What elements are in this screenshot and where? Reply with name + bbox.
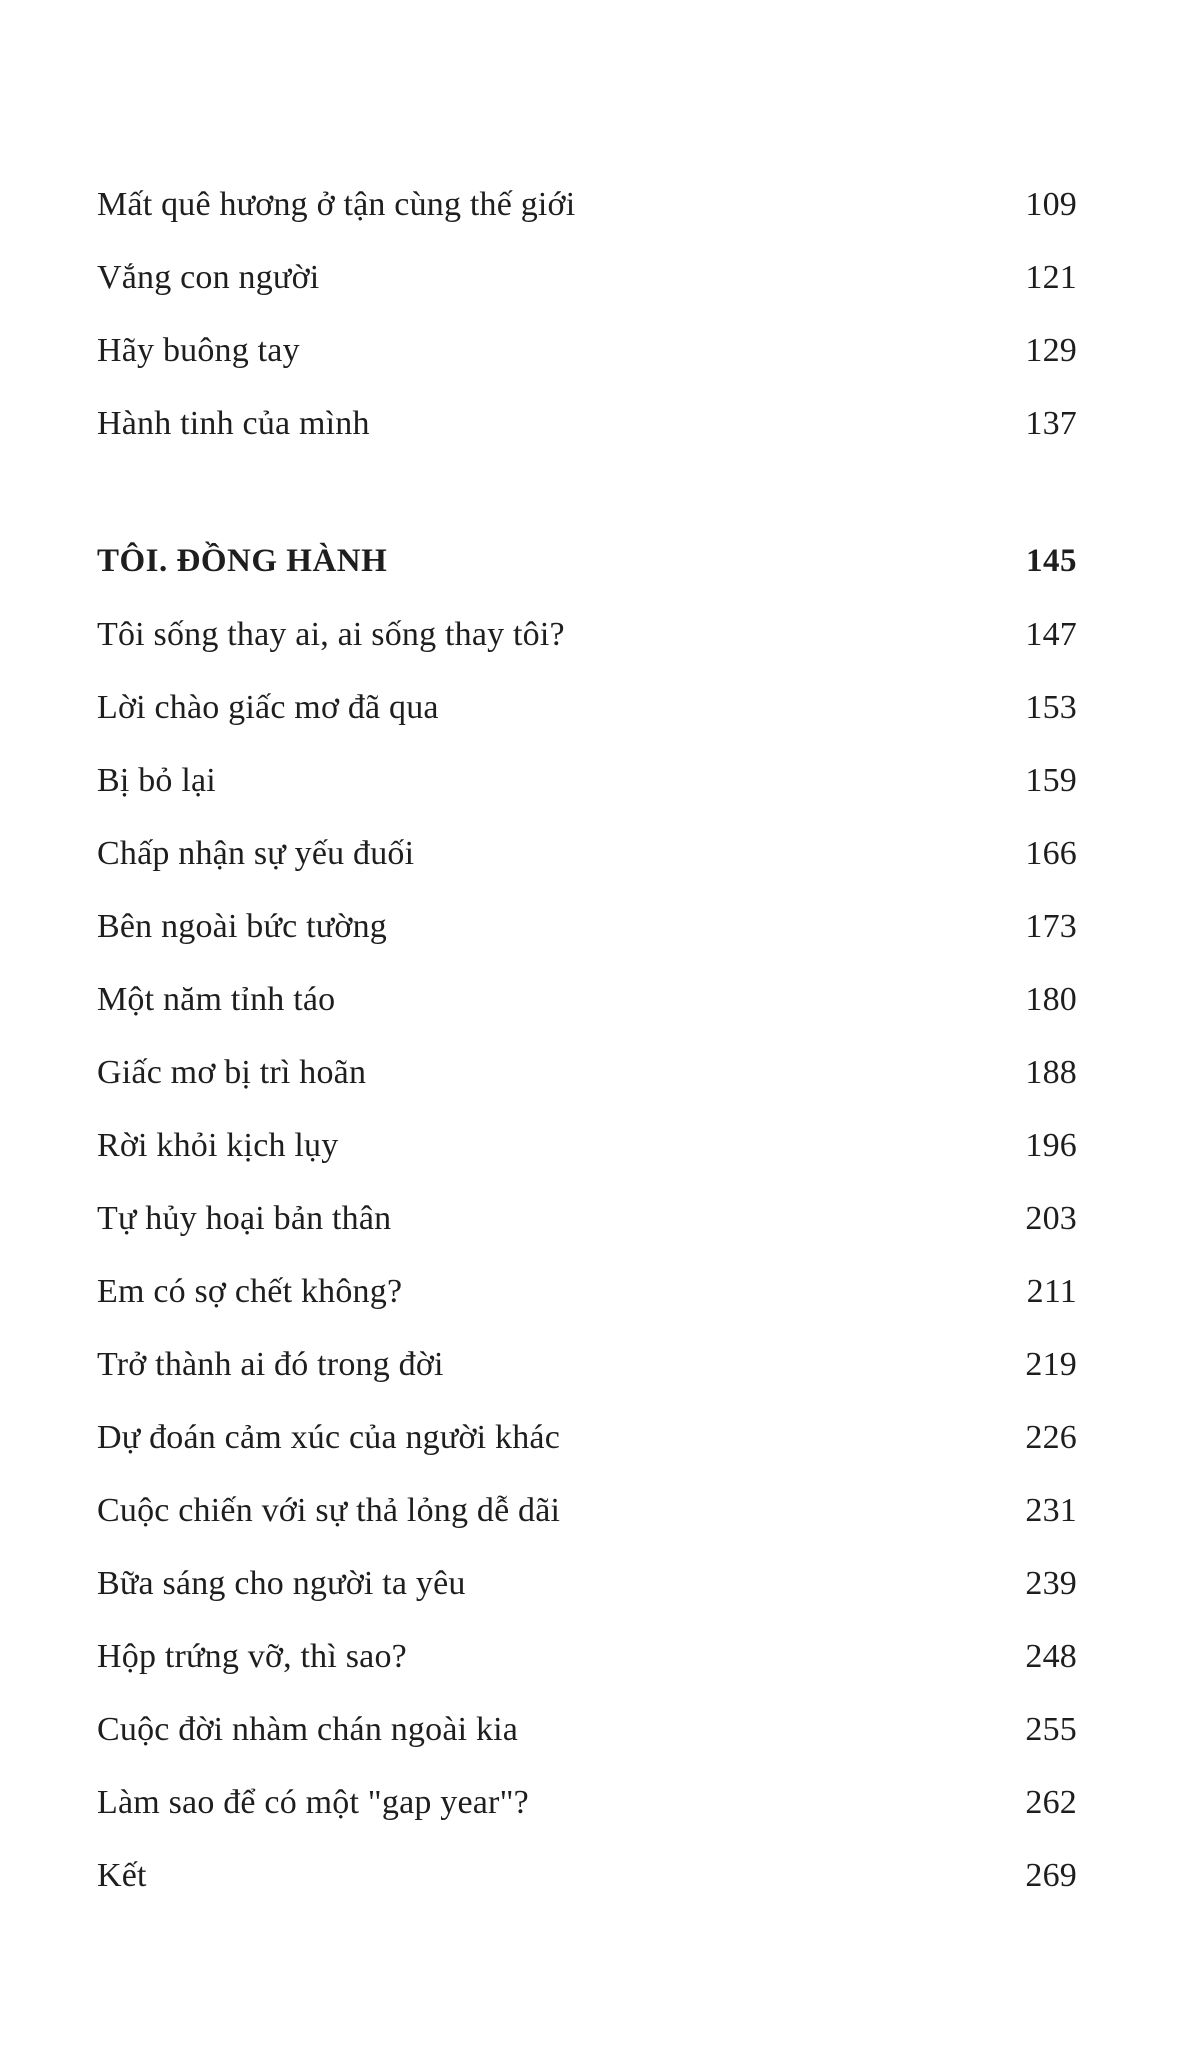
toc-entry: [97, 1109, 1077, 1182]
entry-title: Tôi sống thay ai, ai sống thay tôi?: [97, 616, 565, 653]
toc-entry: [97, 314, 1077, 387]
toc-entry: [97, 1328, 1077, 1401]
entry-title: Giấc mơ bị trì hoãn: [97, 1054, 367, 1091]
entry-title: Kết: [97, 1857, 147, 1894]
entry-title: Cuộc chiến với sự thả lỏng dễ dãi: [97, 1492, 561, 1529]
entry-page-number: 211: [1026, 1273, 1077, 1310]
entry-title: Bữa sáng cho người ta yêu: [97, 1565, 466, 1602]
toc-entry: [97, 963, 1077, 1036]
entry-page-number: 109: [1025, 186, 1077, 223]
toc-entry: [97, 1766, 1077, 1839]
entry-title: Bên ngoài bức tường: [97, 908, 387, 945]
entry-title: Hãy buông tay: [97, 332, 300, 369]
entry-title: Một năm tỉnh táo: [97, 981, 336, 1018]
entry-title: Vắng con người: [97, 259, 320, 296]
toc-entry: [97, 1620, 1077, 1693]
toc-entry: [97, 1255, 1077, 1328]
entry-page-number: 137: [1025, 405, 1077, 442]
toc-entry: [97, 1693, 1077, 1766]
toc-entry: [97, 168, 1077, 241]
toc-entry: [97, 890, 1077, 963]
entry-page-number: 255: [1025, 1711, 1077, 1748]
entry-page-number: 159: [1025, 762, 1077, 799]
toc-entry: [97, 1474, 1077, 1547]
entry-title: Mất quê hương ở tận cùng thế giới: [97, 186, 576, 223]
toc-entry: [97, 1182, 1077, 1255]
entry-page-number: 188: [1025, 1054, 1077, 1091]
entry-page-number: 248: [1025, 1638, 1077, 1675]
entry-title: Chấp nhận sự yếu đuối: [97, 835, 415, 872]
toc-entry: [97, 1401, 1077, 1474]
entry-page-number: 180: [1025, 981, 1077, 1018]
entry-title: Cuộc đời nhàm chán ngoài kia: [97, 1711, 519, 1748]
entry-title: Trở thành ai đó trong đời: [97, 1346, 444, 1383]
entry-page-number: 147: [1025, 616, 1077, 653]
entry-title: Tự hủy hoại bản thân: [97, 1200, 392, 1237]
entry-page-number: 226: [1025, 1419, 1077, 1456]
toc-entry: [97, 671, 1077, 744]
entry-title: Bị bỏ lại: [97, 762, 216, 799]
section-page-number: 145: [1026, 543, 1077, 579]
entry-page-number: 129: [1025, 332, 1077, 369]
entry-page-number: 203: [1025, 1200, 1077, 1237]
toc-entry: [97, 387, 1077, 460]
entry-title: Hộp trứng vỡ, thì sao?: [97, 1638, 407, 1675]
entry-title: Rời khỏi kịch lụy: [97, 1127, 339, 1164]
entry-page-number: 219: [1025, 1346, 1077, 1383]
entry-page-number: 196: [1025, 1127, 1077, 1164]
section-heading: [97, 525, 1077, 598]
toc-entry: [97, 1036, 1077, 1109]
entry-page-number: 121: [1025, 259, 1077, 296]
entry-page-number: 262: [1025, 1784, 1077, 1821]
toc-entry: [97, 1547, 1077, 1620]
section-spacer: [97, 460, 1077, 525]
entry-title: Hành tinh của mình: [97, 405, 370, 442]
toc-entry: [97, 744, 1077, 817]
entry-page-number: 269: [1025, 1857, 1077, 1894]
entry-page-number: 239: [1025, 1565, 1077, 1602]
toc-entry: [97, 598, 1077, 671]
entry-page-number: 173: [1025, 908, 1077, 945]
toc-entry: [97, 241, 1077, 314]
entry-title: Em có sợ chết không?: [97, 1273, 403, 1310]
entry-page-number: 231: [1025, 1492, 1077, 1529]
toc-entry: [97, 1839, 1077, 1912]
section-title: TÔI. ĐỒNG HÀNH: [97, 543, 388, 579]
entry-page-number: 153: [1025, 689, 1077, 726]
table-of-contents: [97, 168, 1077, 1912]
entry-title: Lời chào giấc mơ đã qua: [97, 689, 439, 726]
toc-entry: [97, 817, 1077, 890]
entry-page-number: 166: [1025, 835, 1077, 872]
entry-title: Làm sao để có một "gap year"?: [97, 1784, 529, 1821]
entry-title: Dự đoán cảm xúc của người khác: [97, 1419, 561, 1456]
